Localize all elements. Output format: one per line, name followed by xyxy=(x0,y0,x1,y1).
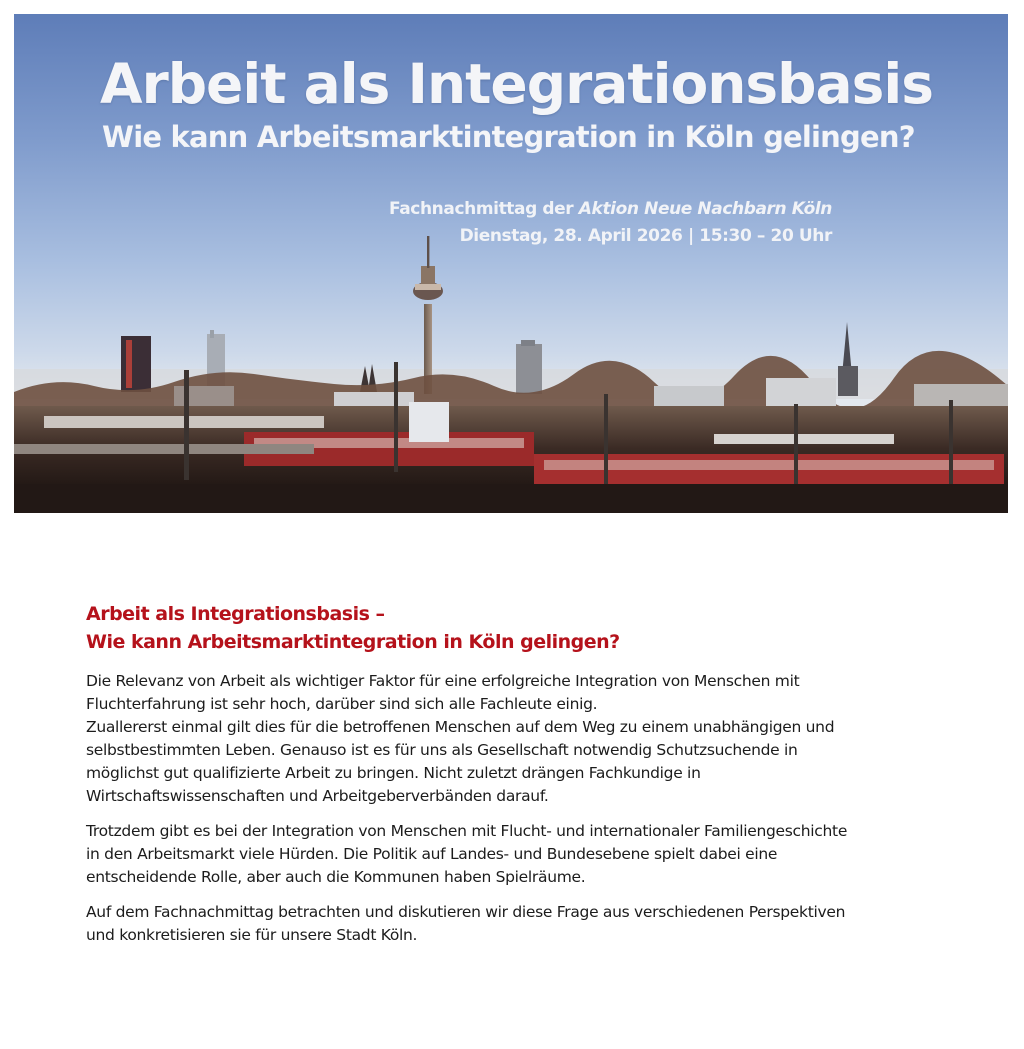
article-paragraph-1 xyxy=(86,670,886,808)
event-organizer: Aktion Neue Nachbarn Köln xyxy=(578,199,832,219)
article-heading-line-2: Wie kann Arbeitsmarktintegration in Köln gelingen? xyxy=(86,631,620,653)
paragraph-line: selbstbestimmten Leben. Genauso ist es für uns als Gesellschaft notwendig Schutzsuchende in xyxy=(86,741,798,759)
paragraph-line: in den Arbeitsmarkt viele Hürden. Die Politik auf Landes- und Bundesebene spielt dabei eine xyxy=(86,845,778,863)
paragraph-line: Die Relevanz von Arbeit als wichtiger Faktor für eine erfolgreiche Integration von Menschen mit xyxy=(86,672,800,690)
article-paragraph-3 xyxy=(86,901,886,947)
hero-title: Arbeit als Integrationsbasis xyxy=(100,52,933,116)
article-heading xyxy=(86,600,886,656)
hero-subtitle: Wie kann Arbeitsmarktintegration in Köln gelingen? xyxy=(102,120,915,154)
event-date: Dienstag, 28. April 2026 | 15:30 – 20 Uhr xyxy=(459,226,832,246)
paragraph-line: Trotzdem gibt es bei der Integration von Menschen mit Flucht- und internationaler Familiengeschichte xyxy=(86,822,848,840)
paragraph-line: Fluchterfahrung ist sehr hoch, darüber sind sich alle Fachleute einig. xyxy=(86,695,598,713)
article-paragraph-2 xyxy=(86,820,886,889)
event-prefix: Fachnachmittag der xyxy=(389,199,579,219)
hero-banner xyxy=(14,14,1008,513)
article-heading-line-1: Arbeit als Integrationsbasis – xyxy=(86,603,385,625)
paragraph-line: und konkretisieren sie für unsere Stadt Köln. xyxy=(86,926,418,944)
article xyxy=(86,600,886,959)
paragraph-line: Zuallererst einmal gilt dies für die betroffenen Menschen auf dem Weg zu einem unabhängigen und xyxy=(86,718,835,736)
event-info xyxy=(389,196,832,250)
paragraph-line: Auf dem Fachnachmittag betrachten und diskutieren wir diese Frage aus verschiedenen Perspektiven xyxy=(86,903,846,921)
paragraph-line: Wirtschaftswissenschaften und Arbeitgeberverbänden darauf. xyxy=(86,787,549,805)
paragraph-line: möglichst gut qualifizierte Arbeit zu bringen. Nicht zuletzt drängen Fachkundige in xyxy=(86,764,701,782)
paragraph-line: entscheidende Rolle, aber auch die Kommunen haben Spielräume. xyxy=(86,868,586,886)
